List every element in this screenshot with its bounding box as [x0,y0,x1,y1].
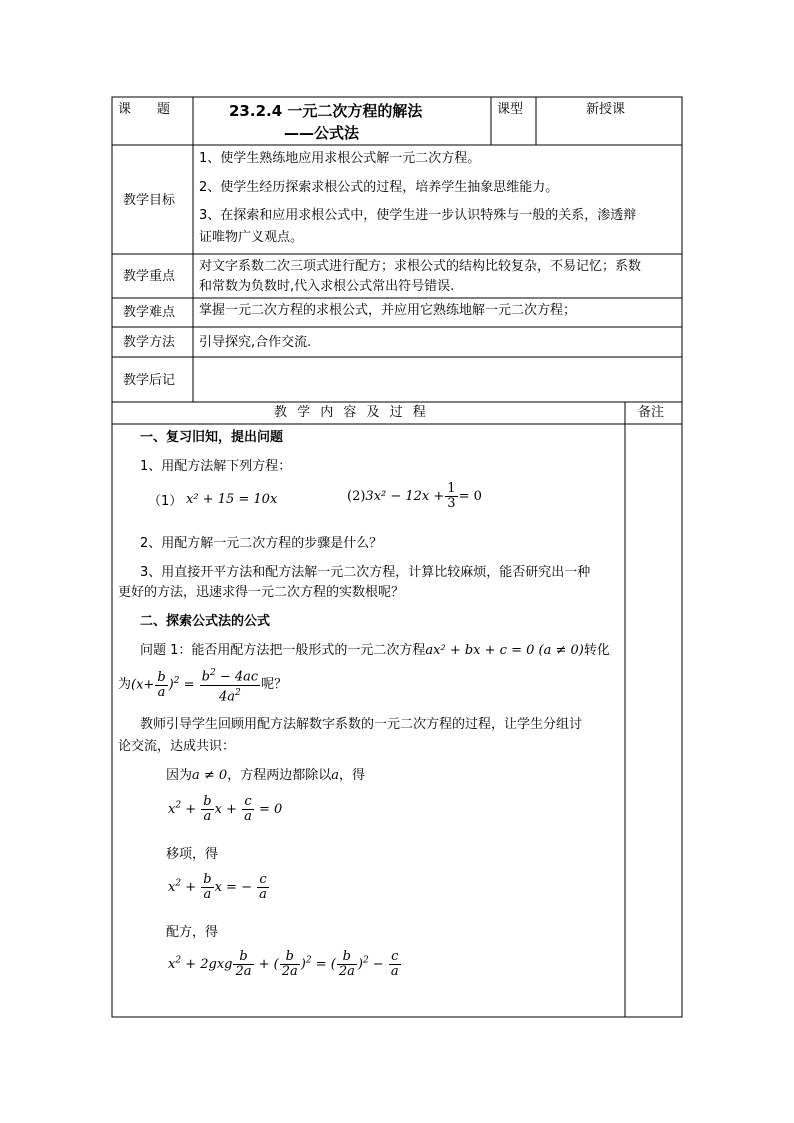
section-2-title: 二、探索公式法的公式 [140,614,271,629]
review-question-1: 1、用配方法解下列方程： [140,459,292,474]
course-label: 课 题 [118,102,171,117]
objective-item: 2、使学生经历探索求根公式的过程，培养学生抽象思维能力。 [199,180,559,195]
fraction-denominator: 3 [447,496,456,511]
objectives-label: 教学目标 [123,193,176,208]
section-1-title: 一、复习旧知，提出问题 [140,430,284,445]
methods-text: 引导探究,合作交流. [199,335,312,350]
step-3-text: 配方，得 [166,925,219,940]
remarks-header: 备注 [638,405,665,420]
equation-1-label: （1） [148,494,183,509]
key-points-label: 教学重点 [123,269,176,284]
lesson-type-value: 新授课 [586,102,626,117]
target-form-formula: (x+ $\frac{b}{a}$ )$^2$ = $\frac{b^2 - 4ac}{4a^2}$ [131,668,259,704]
step-1-a: a [331,768,339,783]
problem-1-target [118,665,287,705]
difficulties-label: 教学难点 [123,305,176,320]
key-points-text: 和常数为负数时,代入求根公式常出符号错误. [199,279,455,294]
formula-complete-square: $x^2 + 2gxg$ $\frac{b}{2a}$ + ( $\frac{b}{2a}$ )$^2$ = ( $\frac{b}{2a}$ )$^2$ − $\frac{c}{a}$ [168,949,399,979]
lesson-type-label: 课型 [497,102,524,117]
objective-item: 证唯物广义观点。 [199,230,304,245]
equation-2 [347,482,482,511]
equation-2-right: = 0 [458,489,482,504]
problem-1-text [140,643,610,659]
step-1-text [166,768,365,784]
step-1-condition: a ≠ 0 [192,768,228,783]
key-points-text: 对文字系数二次三项式进行配方；求根公式的结构比较复杂，不易记忆；系数 [199,259,642,274]
formula-divide-by-a: $x^2$ + $\frac{b}{a}$ x + $\frac{c}{a}$ = 0 [168,794,283,824]
formula-move-terms: $x^2$ + $\frac{b}{a}$ x = − $\frac{c}{a}$ [168,872,267,902]
equation-2-label: (2) [347,489,366,504]
methods-label: 教学方法 [123,335,176,350]
lesson-subtitle: ——公式法 [284,124,360,142]
review-question-3-cont: 更好的方法，迅速求得一元二次方程的实数根呢？ [118,585,405,600]
general-quadratic-equation: ax² + bx + c = 0 (a ≠ 0) [425,643,584,658]
content-header: 教 学 内 容 及 过 程 [274,405,429,420]
notes-label: 教学后记 [123,373,176,388]
problem-1-tail: 转化 [583,643,610,658]
lesson-title: 23.2.4 一元二次方程的解法 [229,102,423,120]
fraction-one-third [445,482,457,511]
fraction-numerator: 1 [447,481,456,496]
step-1-mid: ，方程两边都除以 [227,768,332,783]
review-question-3: 3、用直接开平方法和配方法解一元二次方程，计算比较麻烦，能否研究出一种 [140,565,591,580]
step-1-pre: 因为 [166,768,193,783]
difficulties-text: 掌握一元二次方程的求根公式，并应用它熟练地解一元二次方程； [199,303,577,318]
objective-item: 1、使学生熟练地应用求根公式解一元二次方程。 [199,151,481,166]
teacher-guidance-cont: 论交流，达成共识： [118,739,236,754]
objective-item: 3、在探索和应用求根公式中，使学生进一步认识特殊与一般的关系，渗透辩 [199,208,637,223]
equation-2-left: 3x² − 12x + [365,489,445,504]
teacher-guidance: 教师引导学生回顾用配方法解数字系数的一元二次方程的过程，让学生分组讨 [140,717,583,732]
problem-1-pre: 为 [118,677,132,692]
problem-1-post: 呢？ [261,677,288,692]
review-question-2: 2、用配方解一元二次方程的步骤是什么？ [140,536,383,551]
problem-1-lead: 问题 1：能否用配方法把一般形式的一元二次方程 [140,643,426,658]
equation-1: x² + 15 = 10x [186,492,278,507]
step-1-post: ，得 [338,768,365,783]
step-2-text: 移项，得 [166,847,219,862]
